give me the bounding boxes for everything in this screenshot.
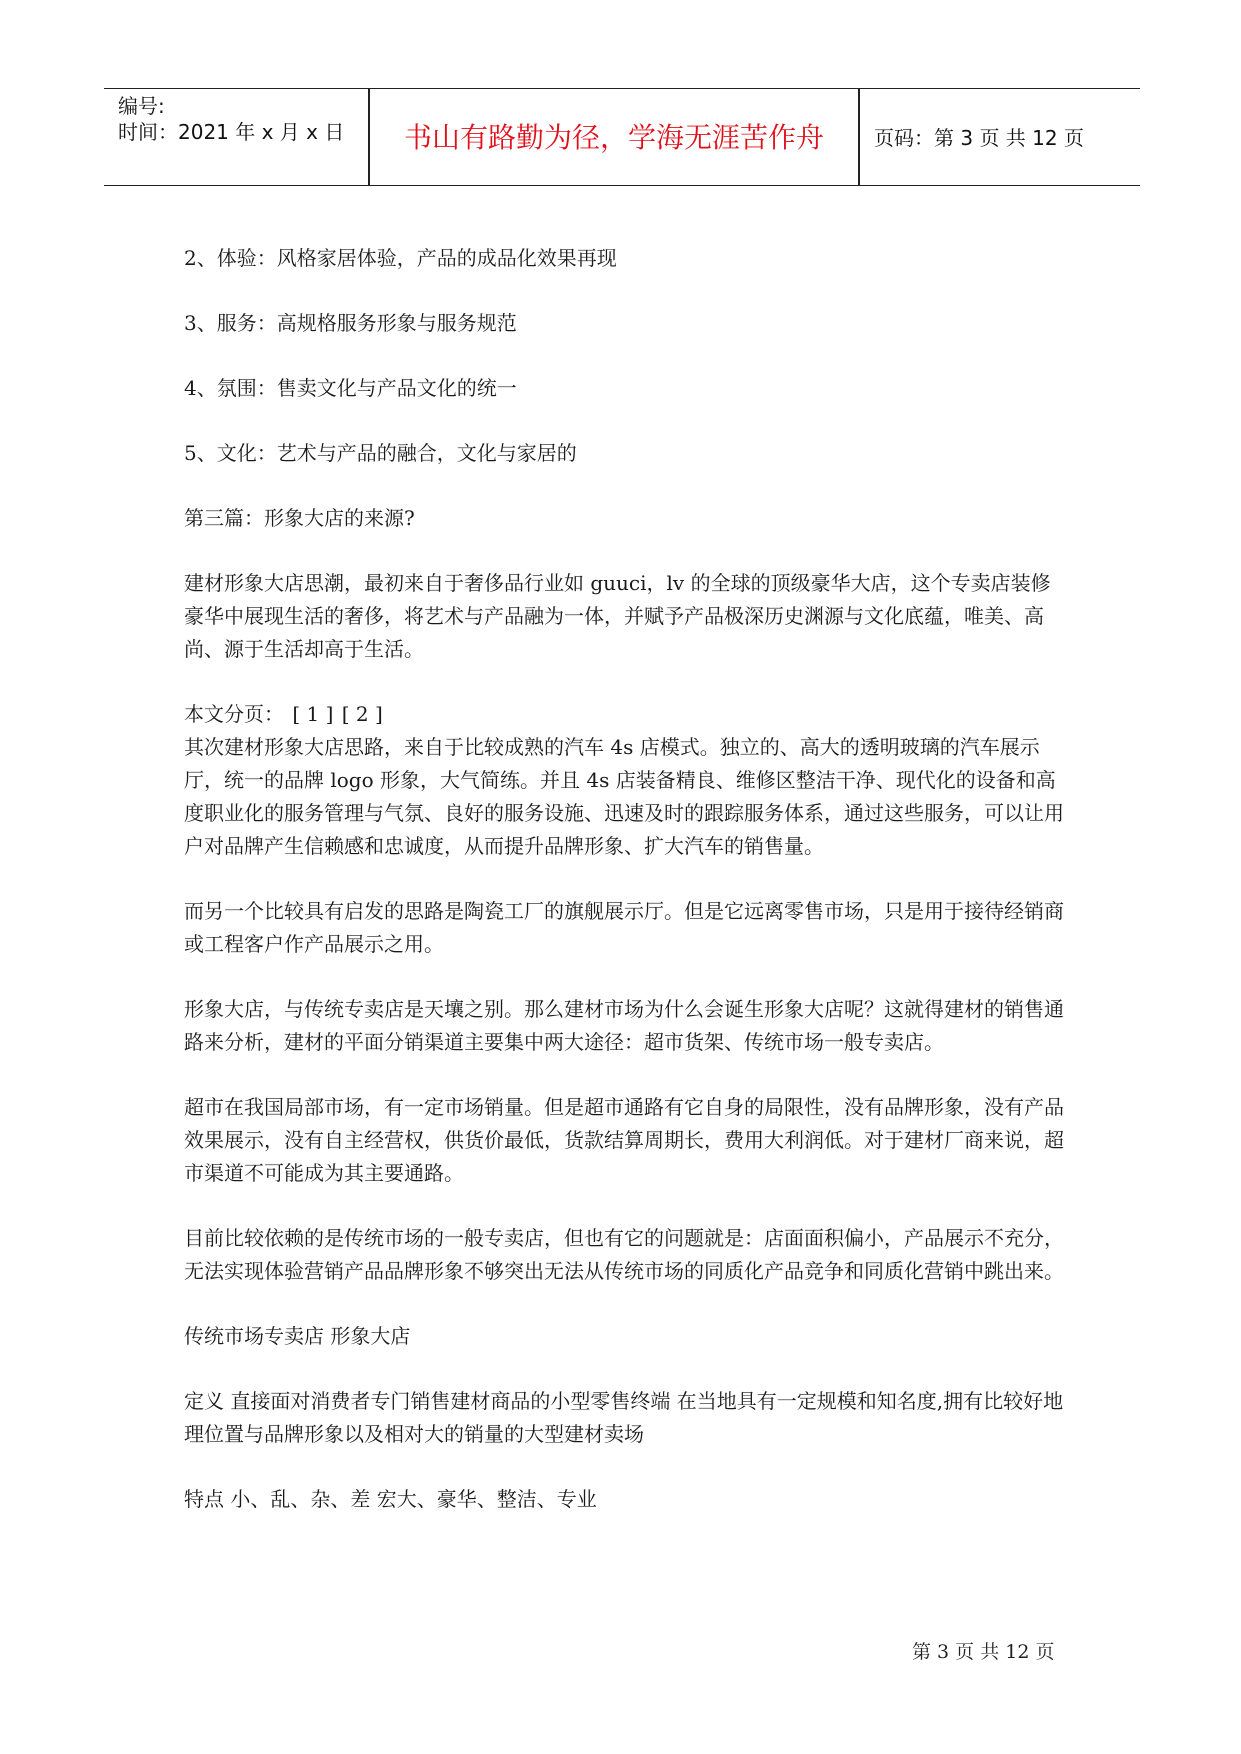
paragraph: 4、氛围：售卖文化与产品文化的统一	[184, 376, 517, 400]
paragraph: 超市在我国局部市场，有一定市场销量。但是超市通路有它自身的局限性，没有品牌形象，没有产品效果展示，没有自主经营权，供货价最低，货款结算周期长，费用大利润低。对于建材厂商来说，超市渠道不可能成为其主要通路。	[184, 1095, 1064, 1185]
paragraph: 而另一个比较具有启发的思路是陶瓷工厂的旗舰展示厅。但是它远离零售市场，只是用于接待经销商或工程客户作产品展示之用。	[184, 899, 1064, 956]
pagination-link-2[interactable]: [ 2 ]	[341, 702, 383, 726]
pagination-label: 本文分页：	[184, 702, 284, 726]
document-body	[184, 242, 1064, 1548]
paragraph: 建材形象大店思潮，最初来自于奢侈品行业如 guuci，lv 的全球的顶级豪华大店，这个专卖店装修豪华中展现生活的奢侈，将艺术与产品融为一体，并赋予产品极深历史渊源与文化底蕴，唯美、高尚、源于生活却高于生活。	[184, 571, 1051, 661]
paragraph: 形象大店，与传统专卖店是天壤之别。那么建材市场为什么会诞生形象大店呢？这就得建材的销售通路来分析，建材的平面分销渠道主要集中两大途径：超市货架、传统市场一般专卖店。	[184, 997, 1064, 1054]
paragraph: 5、文化：艺术与产品的融合，文化与家居的	[184, 441, 577, 465]
pagination-link-1[interactable]: [ 1 ]	[292, 702, 334, 726]
header-meta	[118, 93, 344, 145]
header-page-info: 页码：第 3 页 共 12 页	[874, 126, 1084, 150]
number-label: 编号:	[118, 94, 165, 118]
paragraph: 3、服务：高规格服务形象与服务规范	[184, 311, 517, 335]
section-heading: 第三篇：形象大店的来源?	[184, 506, 415, 530]
pagination	[184, 698, 1064, 731]
paragraph: 2、体验：风格家居体验，产品的成品化效果再现	[184, 246, 617, 270]
paragraph: 定义 直接面对消费者专门销售建材商品的小型零售终端 在当地具有一定规模和知名度,拥有比较好地理位置与品牌形象以及相对大的销量的大型建材卖场	[184, 1389, 1064, 1446]
paragraph: 传统市场专卖店 形象大店	[184, 1324, 411, 1348]
paragraph: 特点 小、乱、杂、差 宏大、豪华、整洁、专业	[184, 1487, 597, 1511]
time-label: 时间：2021 年 x 月 x 日	[118, 120, 345, 144]
header-divider	[858, 89, 860, 185]
paragraph: 目前比较依赖的是传统市场的一般专卖店，但也有它的问题就是：店面面积偏小，产品展示不充分，无法实现体验营销产品品牌形象不够突出无法从传统市场的同质化产品竞争和同质化营销中跳出来。	[184, 1226, 1064, 1283]
header-motto: 书山有路勤为径，学海无涯苦作舟	[403, 121, 824, 154]
page-header	[104, 88, 1140, 186]
paragraph: 其次建材形象大店思路，来自于比较成熟的汽车 4s 店模式。独立的、高大的透明玻璃的汽车展示厅，统一的品牌 logo 形象，大气简练。并且 4s 店装备精良、维修区整洁干净、现代化的设备和高度职业化的服务管理与气氛、良好的服务设施、迅速及时的跟踪服务体系，通过这些服务，可以让用户对品牌产生信赖感和忠诚度，从而提升品牌形象、扩大汽车的销售量。	[184, 735, 1064, 858]
page-footer: 第 3 页 共 12 页	[912, 1641, 1055, 1663]
